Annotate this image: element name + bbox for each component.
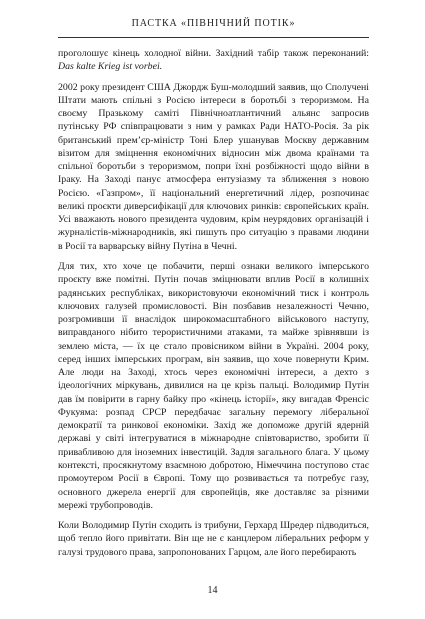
running-header: ПАСТКА «ПІВНІЧНИЙ ПОТІК» xyxy=(131,18,296,29)
paragraph-continued xyxy=(58,47,369,74)
header-rule xyxy=(58,37,369,38)
paragraph: Для тих, хто хоче це побачити, перші ознаки великого імперського проєкту вже помітні. Путін почав зміцнювати вплив Росії в колишніх радянських республіках, використовуючи економічний тиск і контроль ключових галузей промисловості. Він позбавив незалежності Чечню, розгромивши її внаслідок широкомасштабного військового наступу, виправданого нібито терористичними атаками, та майже зрівнявши із землею міста, — їх це стало провісником війни в Україні. 2004 року, серед інших імперських програм, він заявив, що хоче повернути Крим. Але люди на Заході, хтось через економічні інтереси, а дехто з ідеологічних міркувань, дивилися на це крізь пальці. Володимир Путін дав їм повірити в гарну байку про «кінець історії», яку вигадав Френсіс Фукуяма: розпад СРСР передбачає загальну перемогу ліберальної демократії та ринкової економіки. Захід же допоможе другій ядерній державі у світі інтегруватися в міжнародне співтовариство, зробити її привабливою для іноземних інвестицій. Задля загального блага. У цьому контексті, просякнутому взаємною добротою, Німеччина поступово стає промоутером Росії в Європі. Тому що розвивається та потребує газу, основного джерела енергії для європейців, яке доставляє за різними мережі трубопроводів. xyxy=(58,260,369,511)
paragraph: 2002 року президент США Джордж Буш-молодший заявив, що Сполучені Штати мають спільні з Росією інтереси в боротьбі з тероризмом. На своєму Празькому саміті Північноатлантичний альянс запросив путінську РФ співпрацювати з ним у рамках Ради НАТО-Росія. За рік британський прем’єр-міністр Тоні Блер ушанував Москву державним візитом для зміцнення економічних відносин між двома країнами та спільної боротьби з тероризмом, попри їхні розбіжності щодо війни в Іраку. На Заході панує атмосфера ентузіазму та зближення з новою Росією. «Газпром», її національний енергетичний лідер, розпочинає великі проєкти диверсифікації для ключових ринків: європейських країн. Усі вважають нового президента чудовим, крім неурядових організацій і журналістів-міжнародників, які пишуть про ситуацію з правами людини в Росії та варварську війну Путіна в Чечні. xyxy=(58,81,369,252)
german-quote: Das kalte Krieg ist vorbei. xyxy=(58,61,163,73)
page-number: 14 xyxy=(207,585,218,596)
page-body xyxy=(58,47,369,566)
paragraph-text: проголошує кінець холодної війни. Західний табір також переконаний: xyxy=(58,48,369,59)
paragraph: Коли Володимир Путін сходить із трибуни, Герхард Шредер підводиться, щоб тепло його привітати. Він ще не є канцлером ліберальних реформ у галузі трудового права, запропонованих Гарцом, але його перебирають xyxy=(58,520,369,558)
